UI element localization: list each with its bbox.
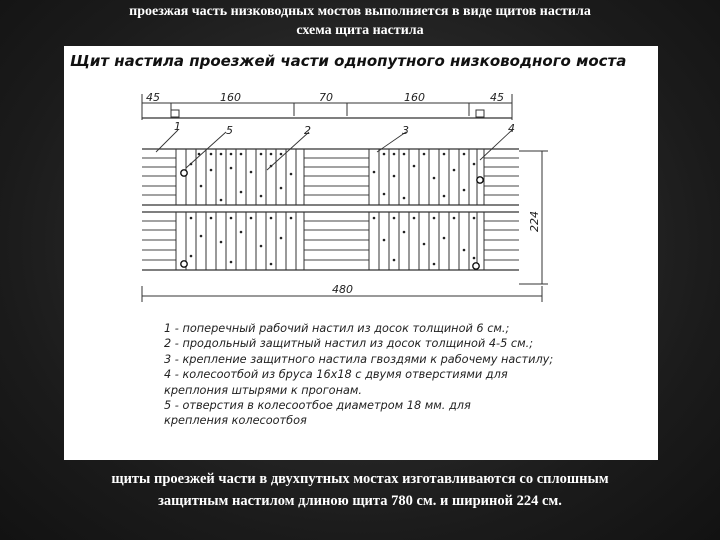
callout-2: 2 bbox=[304, 124, 311, 137]
slide-caption-line-1: проезжая часть низководных мостов выполняется в виде щитов настила bbox=[129, 4, 591, 19]
dim-top-left: 45 bbox=[146, 91, 160, 104]
callout-5: 5 bbox=[226, 124, 233, 137]
dim-top-board-right: 160 bbox=[404, 91, 425, 104]
legend-item-4: 4 - колесоотбой из бруса 16х18 с двумя отверстиями для bbox=[164, 368, 508, 382]
callout-1: 1 bbox=[174, 120, 181, 133]
callout-3: 3 bbox=[402, 124, 409, 137]
dim-height: 224 bbox=[528, 211, 541, 232]
legend-item-5-cont: крепления колесоотбоя bbox=[164, 414, 307, 428]
diagram-legend bbox=[164, 321, 644, 429]
slide-note-line-1: щиты проезжей части в двухпутных мостах изготавливаются со сплошным bbox=[111, 471, 609, 487]
diagram-panel bbox=[64, 46, 658, 460]
legend-item-3: 3 - крепление защитного настила гвоздями к рабочему настилу; bbox=[164, 352, 554, 366]
dim-bottom: 480 bbox=[332, 283, 353, 296]
legend-item-5: 5 - отверстия в колесоотбое диаметром 18 мм. для bbox=[164, 399, 471, 413]
dim-top-board-left: 160 bbox=[220, 91, 241, 104]
legend-item-2: 2 - продольный защитный настил из досок толщиной 4-5 см.; bbox=[164, 337, 534, 351]
legend-item-4-cont: креплония штырями к прогонам. bbox=[164, 383, 362, 397]
slide-note-line-2: защитным настилом длиною щита 780 см. и шириной 224 см. bbox=[158, 493, 562, 509]
callout-4: 4 bbox=[508, 122, 515, 135]
legend-item-1: 1 - поперечный рабочий настил из досок толщиной 6 см.; bbox=[164, 322, 510, 335]
slide-caption-line-2: схема щита настила bbox=[296, 23, 424, 38]
diagram-title: Щит настила проезжей части однопутного низководного моста bbox=[70, 52, 627, 70]
dim-top-right: 45 bbox=[490, 91, 504, 104]
dim-top-middle: 70 bbox=[319, 91, 333, 104]
